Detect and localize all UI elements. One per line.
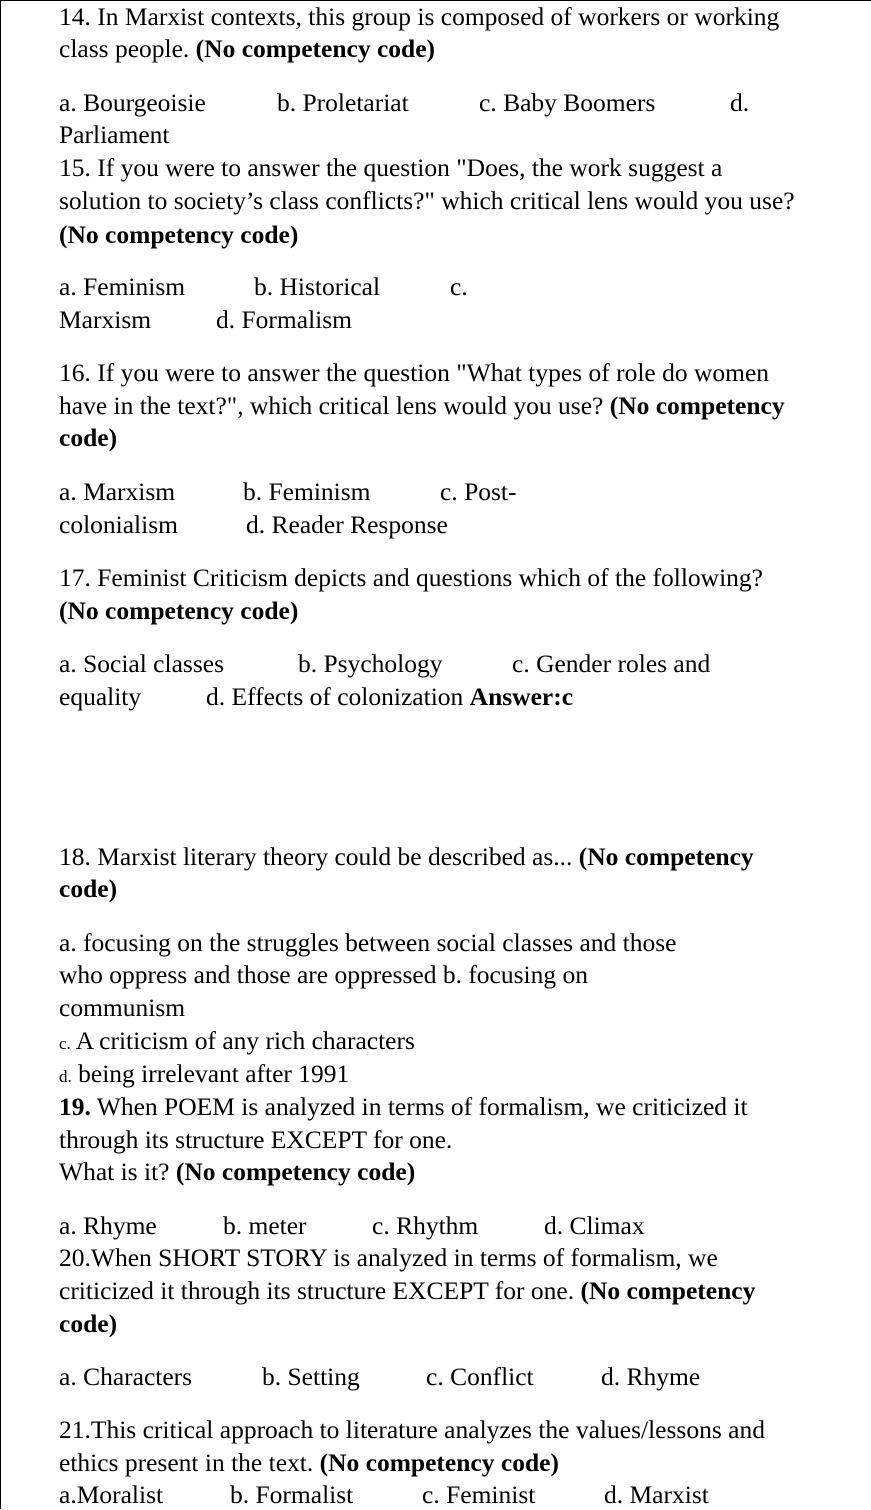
q16-code: (No competency [609,391,785,420]
q21-option-b: b. Formalist [230,1480,354,1509]
q17-line1: 17. Feminist Criticism depicts and questions which of the following? [59,563,764,592]
q21-option-c: c. Feminist [422,1480,536,1509]
q16-line2-text: have in the text?", which critical lens would you use? [59,391,610,420]
q16-option-b: b. Feminism [243,477,371,506]
q21-code: (No competency code) [319,1448,559,1477]
q21-line2-text: ethics present in the text. [59,1448,320,1477]
q17-option-d-text: d. Effects of colonization [206,682,470,711]
q19-option-a: a. Rhyme [59,1211,157,1240]
q16-line2 [59,391,785,423]
q15-code: (No competency code) [59,220,299,249]
q20-option-b: b. Setting [262,1362,360,1391]
q14-option-c: c. Baby Boomers [479,88,656,117]
q17-answer: Answer:c [469,682,574,711]
q18-option-d [59,1059,349,1091]
q19-line3-text: What is it? [59,1157,176,1186]
q17-option-c: c. Gender roles and [512,649,711,678]
q16-code-cont: code) [59,423,118,452]
q19-option-d: d. Climax [544,1211,645,1240]
q17-option-b: b. Psychology [298,649,443,678]
q18-option-c-letter: c. [59,1034,71,1053]
q14-line2-text: class people. [59,34,196,63]
q20-code: (No competency [580,1276,756,1305]
q17-option-d [206,682,573,712]
q14-option-b: b. Proletariat [277,88,409,117]
q18-code: (No competency [578,842,754,871]
q15-option-c: c. [450,272,468,301]
q21-line2 [59,1448,559,1480]
q19-option-c: c. Rhythm [372,1211,479,1240]
q15-option-a: a. Feminism [59,272,186,301]
q18-code-cont: code) [59,874,118,903]
q18-option-d-text: being irrelevant after 1991 [71,1059,350,1088]
q14-option-d-cont: Parliament [59,120,170,149]
q15-option-b: b. Historical [254,272,381,301]
q20-line1: 20.When SHORT STORY is analyzed in terms of formalism, we [59,1243,718,1272]
q18-option-a-line2: who oppress and those are oppressed b. focusing on [59,960,589,989]
q20-line2 [59,1276,755,1308]
q20-option-c: c. Conflict [426,1362,534,1391]
q17-option-a: a. Social classes [59,649,224,678]
q18-line1-text: 18. Marxist literary theory could be described as... [59,842,579,871]
q19-code: (No competency code) [175,1157,416,1186]
q19-option-b: b. meter [223,1211,307,1240]
q14-option-a: a. Bourgeoisie [59,88,206,117]
q15-option-d: d. Formalism [216,305,353,334]
q21-line1: 21.This critical approach to literature analyzes the values/lessons and [59,1415,765,1444]
q16-line1: 16. If you were to answer the question "What types of role do women [59,358,770,387]
q19-number: 19. [59,1092,91,1121]
q16-option-c: c. Post- [440,477,517,506]
q15-option-c-cont: Marxism [59,305,152,334]
q15-line1: 15. If you were to answer the question "Does, the work suggest a [59,153,723,182]
q14-line1: 14. In Marxist contexts, this group is composed of workers or working [59,2,780,31]
q15-line2: solution to society’s class conflicts?" which critical lens would you use? [59,186,795,215]
q17-option-c-cont: equality [59,682,142,711]
q20-line2-text: criticized it through its structure EXCEPT for one. [59,1276,581,1305]
q20-option-d: d. Rhyme [601,1362,701,1391]
q20-option-a: a. Characters [59,1362,193,1391]
q21-option-d: d. Marxist [604,1480,709,1509]
q16-option-d: d. Reader Response [246,510,448,539]
q19-line2: through its structure EXCEPT for one. [59,1125,453,1154]
q18-line1 [59,842,754,874]
q18-option-d-letter: d. [59,1067,72,1086]
q19-line1 [59,1092,748,1124]
q14-line2 [59,34,435,66]
q19-line3 [59,1157,415,1189]
q16-option-c-cont: colonialism [59,510,178,539]
q14-code: (No competency code) [195,34,436,63]
q18-option-a-line1: a. focusing on the struggles between social classes and those [59,928,677,957]
q18-option-c-text: A criticism of any rich characters [70,1026,415,1055]
q17-code: (No competency code) [59,596,299,625]
q18-option-a-line3: communism [59,993,186,1022]
q16-option-a: a. Marxism [59,477,176,506]
q18-option-c [59,1026,415,1058]
q14-option-d: d. [730,88,750,117]
q20-code-cont: code) [59,1309,118,1338]
q21-option-a: a.Moralist [59,1480,164,1509]
q19-line1-text: When POEM is analyzed in terms of formalism, we criticized it [90,1092,748,1121]
